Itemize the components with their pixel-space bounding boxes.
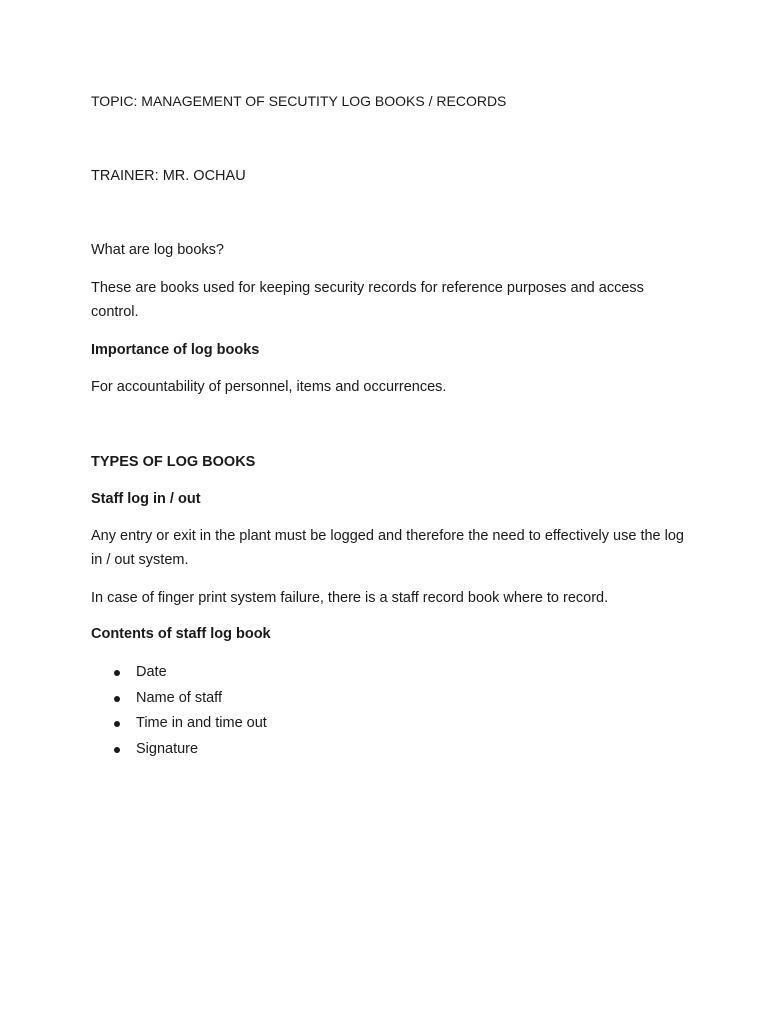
list-item-text: Signature bbox=[136, 740, 199, 757]
trainer-line: TRAINER: MR. OCHAU bbox=[91, 168, 246, 184]
bullet-icon bbox=[114, 670, 120, 676]
list-item-text: Date bbox=[136, 664, 167, 680]
types-heading: TYPES OF LOG BOOKS bbox=[91, 454, 256, 470]
definition-paragraph: These are books used for keeping security records for reference purposes and access control. bbox=[91, 280, 644, 320]
bullet-icon bbox=[114, 696, 120, 702]
contents-heading: Contents of staff log book bbox=[91, 626, 271, 642]
bullet-icon bbox=[114, 747, 120, 753]
question-heading: What are log books? bbox=[91, 242, 224, 258]
importance-paragraph: For accountability of personnel, items and occurrences. bbox=[91, 379, 447, 395]
importance-heading: Importance of log books bbox=[91, 342, 260, 358]
contents-list bbox=[91, 660, 267, 762]
staff-log-heading: Staff log in / out bbox=[91, 491, 201, 507]
list-item bbox=[91, 660, 267, 686]
staff-log-paragraph-2: In case of finger print system failure, there is a staff record book where to record. bbox=[91, 590, 609, 606]
topic-title: TOPIC: MANAGEMENT OF SECUTITY LOG BOOKS / RECORDS bbox=[91, 93, 507, 109]
list-item bbox=[91, 737, 267, 763]
list-item bbox=[91, 711, 267, 737]
list-item-text: Time in and time out bbox=[136, 715, 267, 731]
bullet-icon bbox=[114, 721, 120, 727]
list-item-text: Name of staff bbox=[136, 689, 222, 706]
list-item bbox=[91, 686, 267, 712]
staff-log-paragraph-1: Any entry or exit in the plant must be logged and therefore the need to effectively use the log in / out system. bbox=[91, 528, 684, 568]
